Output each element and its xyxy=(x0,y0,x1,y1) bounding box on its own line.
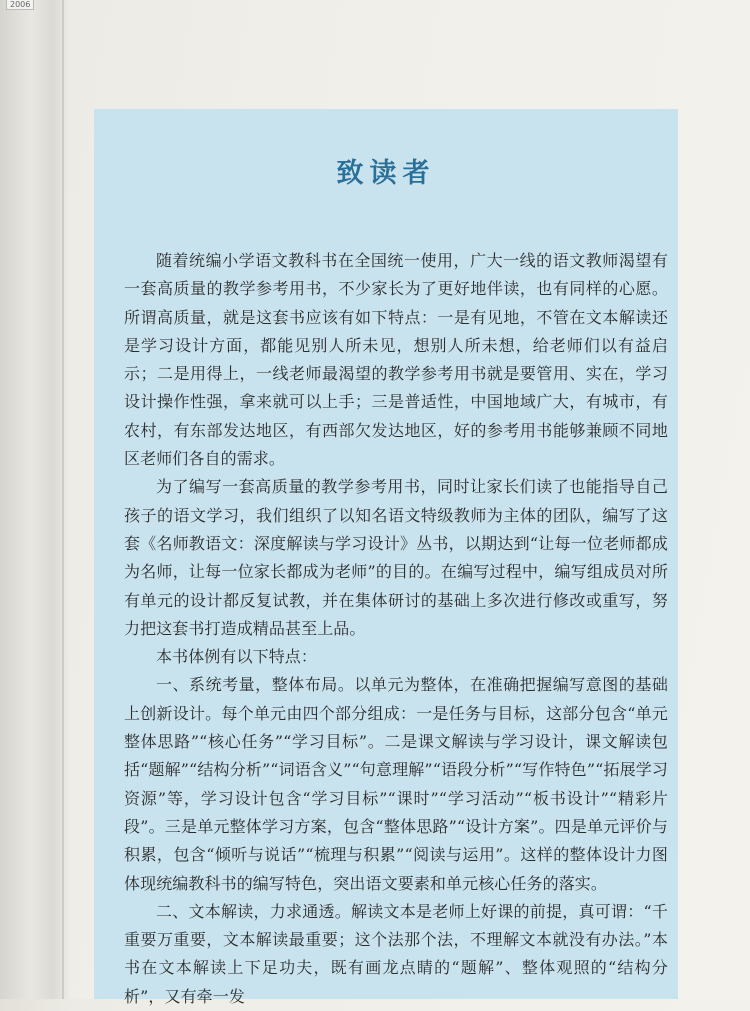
paragraph: 二、文本解读，力求通透。解读文本是老师上好课的前提，真可谓：“千重要万重要，文本解读最重要；这个法那个法，不理解文本就没有办法。”本书在文本解读上下足功夫，既有画龙点睛的“题解”、整体观照的“结构分析”，又有牵一发 xyxy=(124,901,668,1006)
text-panel xyxy=(94,109,678,1006)
page-title: 致读者 xyxy=(336,158,436,189)
paragraph: 本书体例有以下特点： xyxy=(156,647,318,667)
body-text xyxy=(124,247,668,1011)
paragraph: 一、系统考量，整体布局。以单元为整体，在准确把握编写意图的基础上创新设计。每个单元由四个部分组成：一是任务与目标，这部分包含“单元整体思路”“核心任务”“学习目标”。二是课文解读与学习设计，课文解读包括“题解”“结构分析”“词语含义”“句意理解”“语段分析”“写作特色”“拓展学习资源”等，学习设计包含“学习目标”“课时”“学习活动”“板书设计”“精彩片段”。三是单元整体学习方案，包含“整体思路”“设计方案”。四是单元评价与积累，包含“倾听与说话”“梳理与积累”“阅读与运用”。这样的整体设计力图体现统编教科书的编写特色，突出语文要素和单元核心任务的落实。 xyxy=(124,675,668,893)
spine-fold-line xyxy=(62,0,64,999)
page-corner-tag: 2006 xyxy=(6,0,34,10)
paragraph: 为了编写一套高质量的教学参考用书，同时让家长们读了也能指导自己孩子的语文学习，我们组织了以知名语文特级教师为主体的团队，编写了这套《名师教语文：深度解读与学习设计》丛书，以期达到“让每一位老师都成为名师，让每一位家长都成为老师”的目的。在编写过程中，编写组成员对所有单元的设计都反复试教，并在集体研讨的基础上多次进行修改或重写，努力把这套书打造成精品甚至上品。 xyxy=(124,477,668,638)
book-spine xyxy=(0,0,70,999)
paragraph: 随着统编小学语文教科书在全国统一使用，广大一线的语文教师渴望有一套高质量的教学参考用书，不少家长为了更好地伴读，也有同样的心愿。所谓高质量，就是这套书应该有如下特点：一是有见地，不管在文本解读还是学习设计方面，都能见别人所未见，想别人所未想，给老师们以有益启示；二是用得上，一线老师最渴望的教学参考用书就是要管用、实在，学习设计操作性强，拿来就可以上手；三是普适性，中国地域广大，有城市，有农村，有东部发达地区，有西部欠发达地区，好的参考用书能够兼顾不同地区老师们各自的需求。 xyxy=(124,251,668,469)
